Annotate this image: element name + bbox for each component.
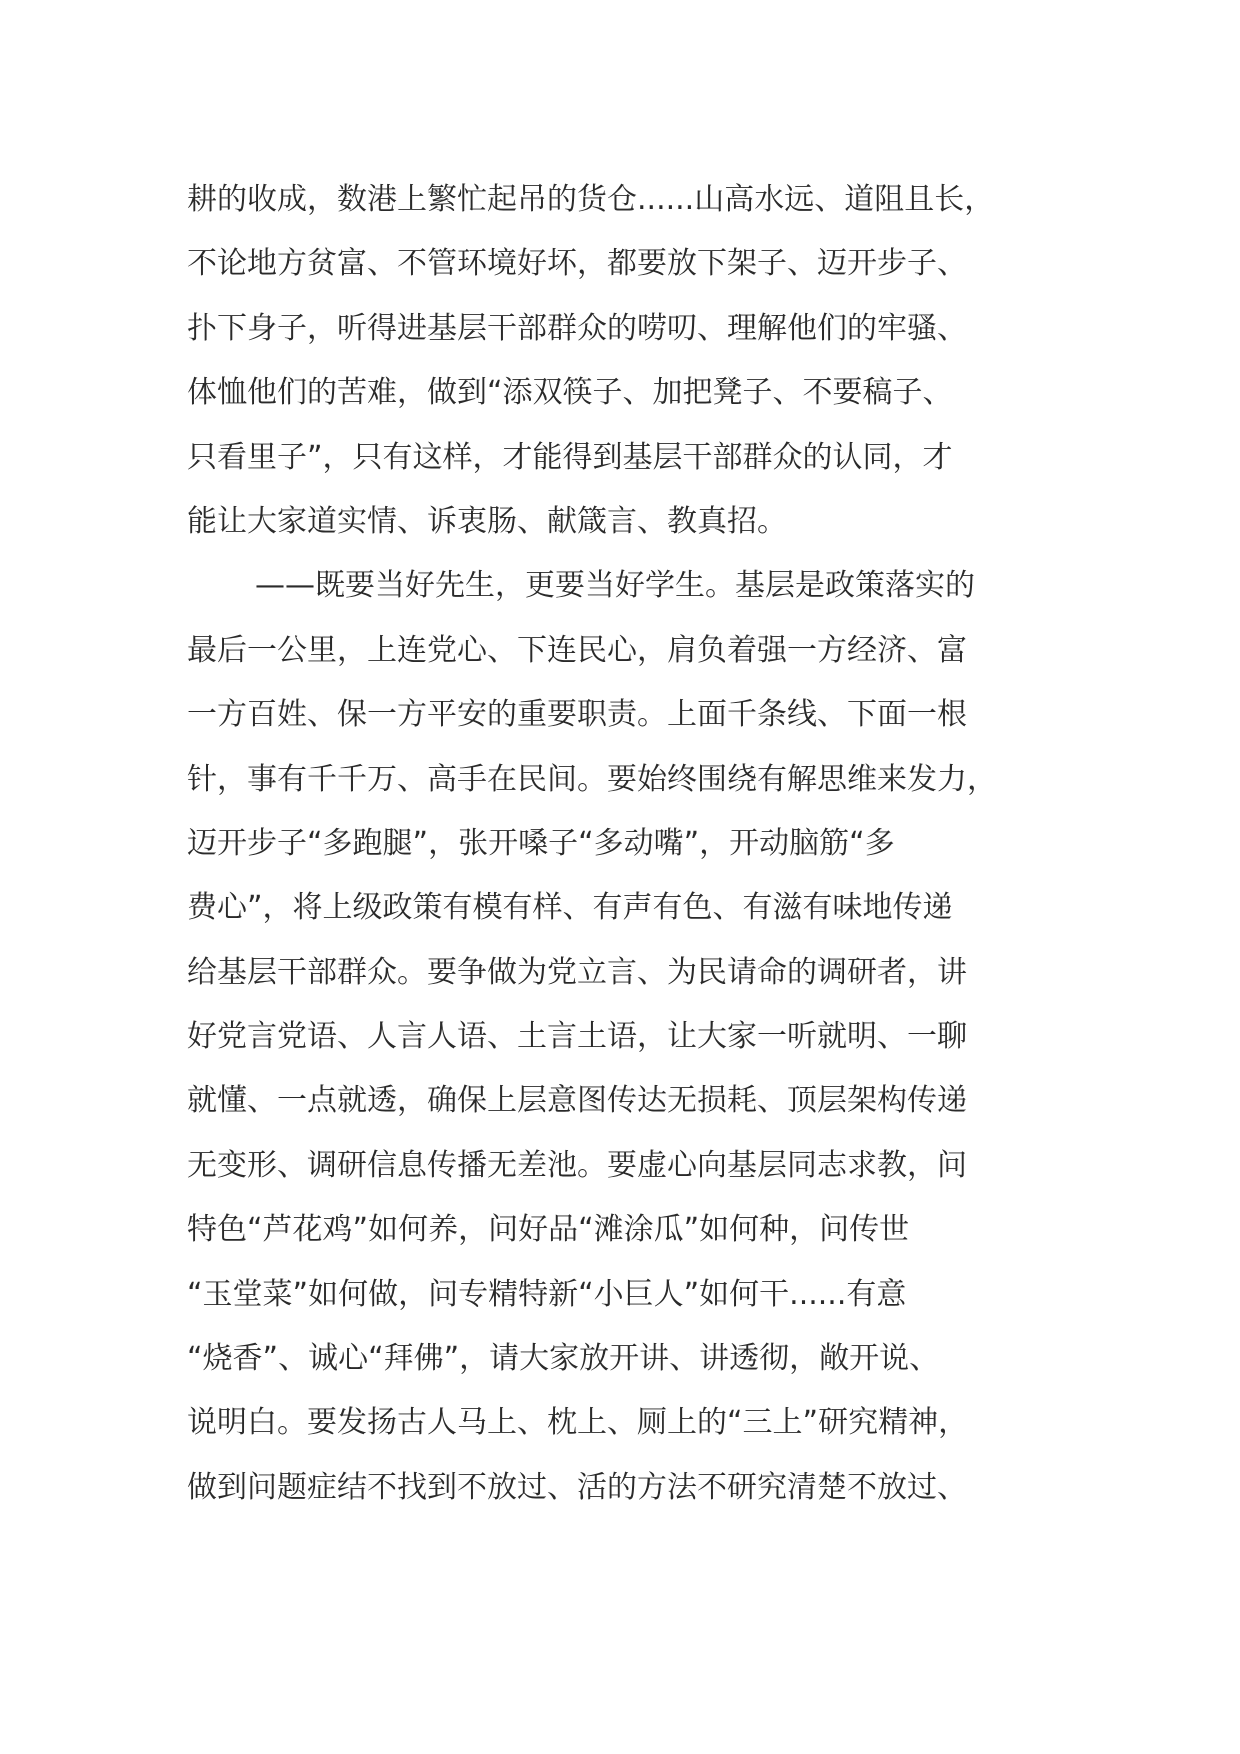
text-line: 只看里子”，只有这样，才能得到基层干部群众的认同，才 — [187, 439, 953, 475]
text-line: 就懂、一点就透，确保上层意图传达无损耗、顶层架构传递 — [187, 1083, 967, 1119]
text-line: 最后一公里，上连党心、下连民心，肩负着强一方经济、富 — [187, 632, 967, 668]
text-line: 做到问题症结不找到不放过、活的方法不研究清楚不放过、 — [187, 1469, 967, 1505]
text-line: 好党言党语、人言人语、土言土语，让大家一听就明、一聊 — [187, 1019, 967, 1055]
text-line: 费心”，将上级政策有模有样、有声有色、有滋有味地传递 — [187, 890, 953, 926]
text-line: “烧香”、诚心“拜佛”，请大家放开讲、讲透彻，敞开说、 — [187, 1341, 940, 1377]
text-line: “玉堂菜”如何做，问专精特新“小巨人”如何干......有意 — [187, 1276, 907, 1312]
text-line: 能让大家道实情、诉衷肠、献箴言、教真招。 — [187, 503, 787, 539]
paragraph-first-line: ——既要当好先生，更要当好学生。基层是政策落实的 — [255, 568, 975, 604]
text-line: 说明白。要发扬古人马上、枕上、厕上的“三上”研究精神， — [187, 1405, 969, 1441]
text-line: 体恤他们的苦难，做到“添双筷子、加把凳子、不要稿子、 — [187, 375, 953, 411]
text-line: 不论地方贫富、不管环境好坏，都要放下架子、迈开步子、 — [187, 246, 967, 282]
body-text — [187, 176, 1067, 1528]
text-line: 无变形、调研信息传播无差池。要虚心向基层同志求教，问 — [187, 1147, 967, 1183]
text-line: 耕的收成，数港上繁忙起吊的货仓......山高水远、道阻且长， — [187, 182, 995, 217]
text-line: 迈开步子“多跑腿”，张开嗓子“多动嘴”，开动脑筋“多 — [187, 825, 895, 861]
text-line: 扑下身子，听得进基层干部群众的唠叨、理解他们的牢骚、 — [187, 310, 967, 346]
text-line: 一方百姓、保一方平安的重要职责。上面千条线、下面一根 — [187, 697, 967, 733]
text-line: 针，事有千千万、高手在民间。要始终围绕有解思维来发力， — [187, 761, 997, 797]
text-line: 特色“芦花鸡”如何养，问好品“滩涂瓜”如何种，问传世 — [187, 1212, 910, 1248]
text-line: 给基层干部群众。要争做为党立言、为民请命的调研者，讲 — [187, 954, 967, 990]
